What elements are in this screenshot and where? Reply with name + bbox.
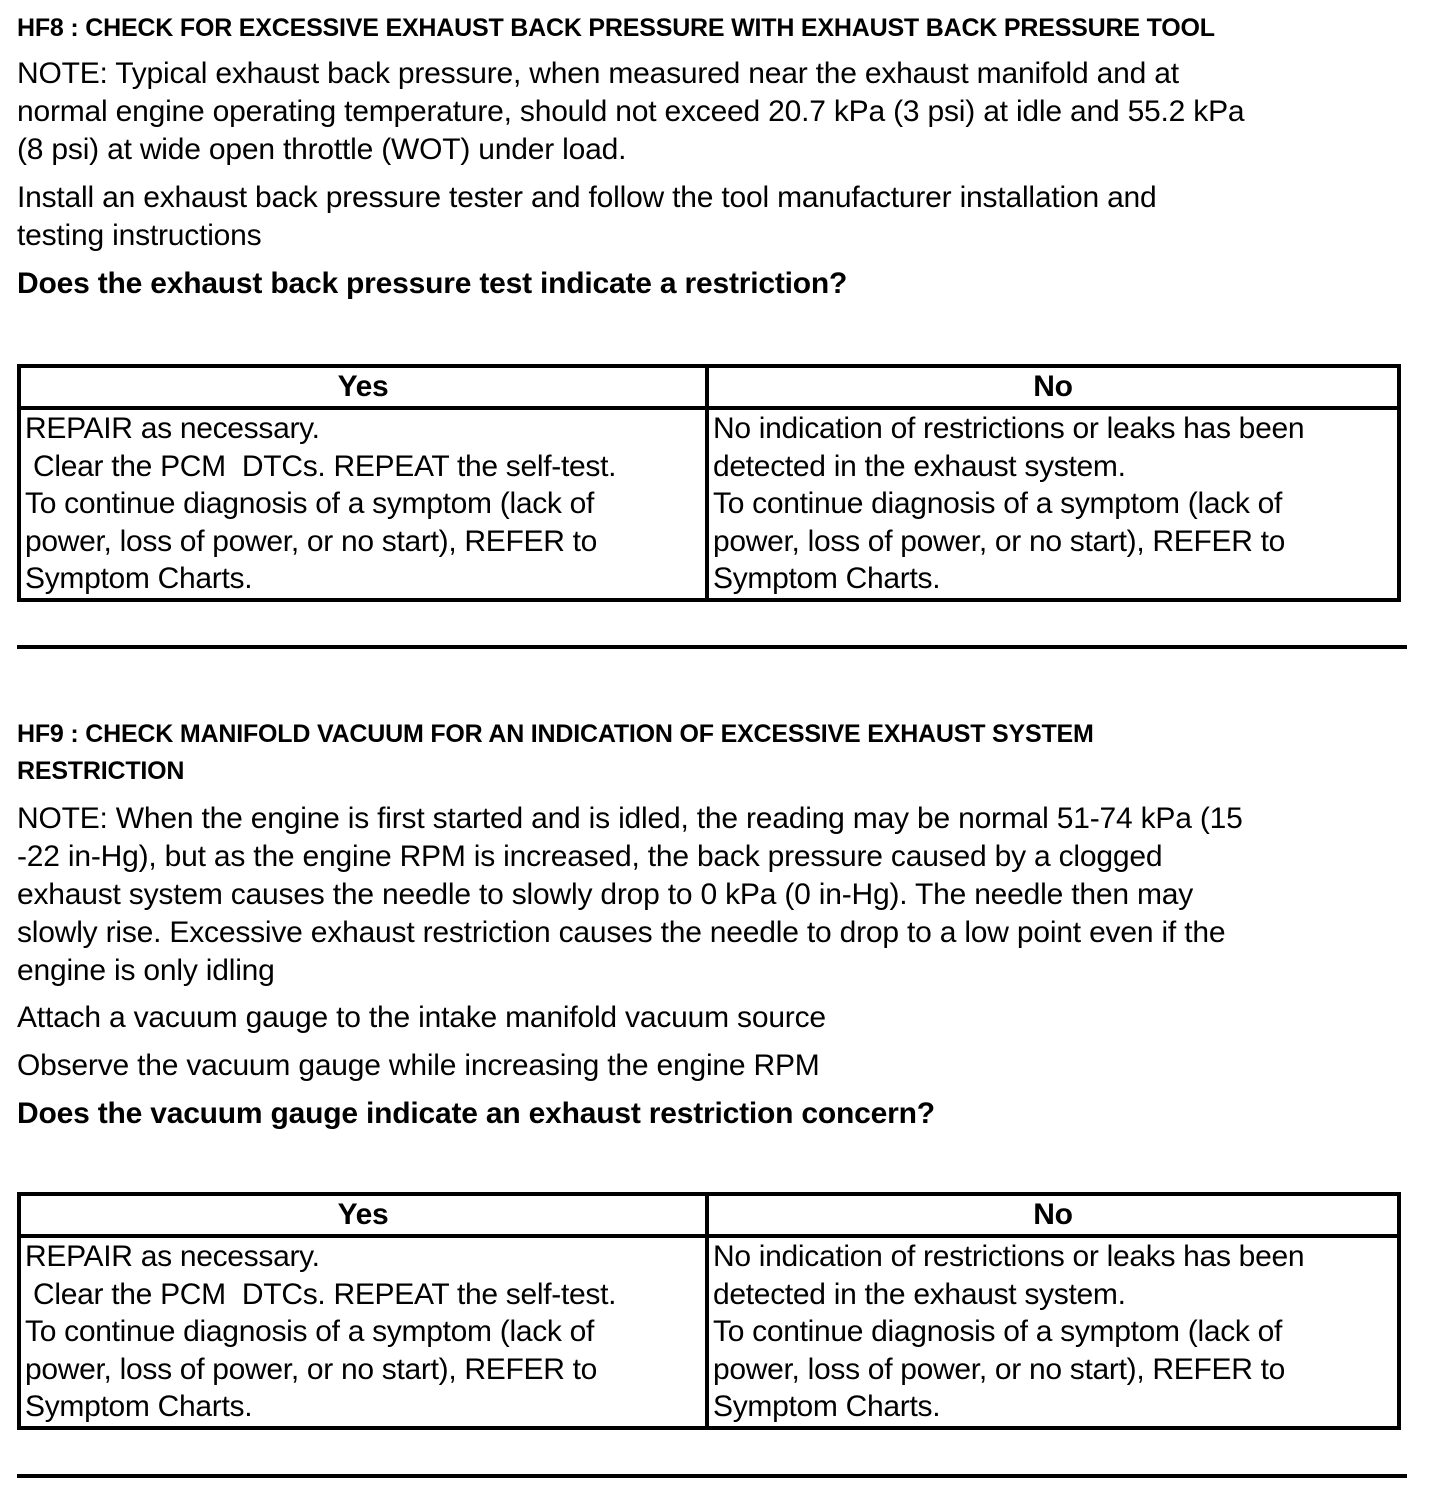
- text-line: (8 psi) at wide open throttle (WOT) under load.: [17, 133, 627, 166]
- text-line: power, loss of power, or no start), REFER to: [713, 1352, 1286, 1386]
- text-line: Attach a vacuum gauge to the intake manifold vacuum source: [17, 1001, 826, 1034]
- decision-table-hf8: [17, 364, 1401, 602]
- decision-table-hf9: [17, 1192, 1401, 1430]
- no-action-cell: [707, 1236, 1399, 1428]
- yes-header: Yes: [19, 366, 707, 408]
- table-row: [19, 1236, 1399, 1428]
- no-header: No: [707, 366, 1399, 408]
- section-divider: [17, 645, 1407, 649]
- text-line: Clear the PCM DTCs. REPEAT the self-test.: [25, 1277, 617, 1311]
- text-line: To continue diagnosis of a symptom (lack of: [713, 1315, 1283, 1348]
- note-paragraph: [17, 55, 1412, 169]
- step-hf9: [17, 716, 1412, 1133]
- text-line: Symptom Charts.: [713, 562, 941, 595]
- text-line: NOTE: When the engine is first started and is idled, the reading may be normal 51-74 kPa (15: [17, 802, 1243, 835]
- text-line: detected in the exhaust system.: [713, 1277, 1126, 1311]
- step-heading: [17, 10, 1412, 47]
- text-line: Symptom Charts.: [25, 562, 253, 595]
- text-line: normal engine operating temperature, should not exceed 20.7 kPa (3 psi) at idle and 55.2 kPa: [17, 95, 1245, 128]
- text-line: exhaust system causes the needle to slowly drop to 0 kPa (0 in-Hg). The needle then may: [17, 878, 1194, 911]
- no-header: No: [707, 1194, 1399, 1236]
- text-line: NOTE: Typical exhaust back pressure, when measured near the exhaust manifold and at: [17, 57, 1179, 90]
- text-line: Symptom Charts.: [25, 1390, 253, 1423]
- table-row: [19, 408, 1399, 600]
- text-line: power, loss of power, or no start), REFER to: [713, 524, 1286, 558]
- instruction-paragraph: [17, 1047, 1412, 1085]
- text-line: -22 in-Hg), but as the engine RPM is increased, the back pressure caused by a clogged: [17, 840, 1163, 873]
- text-line: engine is only idling: [17, 954, 275, 987]
- text-line: slowly rise. Excessive exhaust restriction causes the needle to drop to a low point even if the: [17, 916, 1226, 949]
- text-line: Observe the vacuum gauge while increasing the engine RPM: [17, 1049, 820, 1082]
- text-line: power, loss of power, or no start), REFER to: [25, 524, 598, 558]
- step-hf8: [17, 10, 1412, 303]
- yes-action-cell: [19, 408, 707, 600]
- step-heading-line: HF8 : CHECK FOR EXCESSIVE EXHAUST BACK PRESSURE WITH EXHAUST BACK PRESSURE TOOL: [17, 14, 1215, 42]
- text-line: No indication of restrictions or leaks has been: [713, 412, 1305, 445]
- note-paragraph: [17, 800, 1412, 990]
- text-line: Install an exhaust back pressure tester and follow the tool manufacturer installation and: [17, 181, 1157, 214]
- no-action-cell: [707, 408, 1399, 600]
- text-line: power, loss of power, or no start), REFER to: [25, 1352, 598, 1386]
- yes-header: Yes: [19, 1194, 707, 1236]
- text-line: To continue diagnosis of a symptom (lack of: [713, 487, 1283, 520]
- text-line: detected in the exhaust system.: [713, 449, 1126, 483]
- instruction-paragraph: [17, 179, 1412, 255]
- table-header-row: [19, 1194, 1399, 1236]
- text-line: Clear the PCM DTCs. REPEAT the self-test.: [25, 449, 617, 483]
- step-heading: [17, 716, 1412, 790]
- decision-question: Does the exhaust back pressure test indicate a restriction?: [17, 267, 848, 300]
- decision-question: Does the vacuum gauge indicate an exhaust restriction concern?: [17, 1097, 935, 1130]
- step-heading-line: HF9 : CHECK MANIFOLD VACUUM FOR AN INDICATION OF EXCESSIVE EXHAUST SYSTEM: [17, 720, 1094, 748]
- text-line: REPAIR as necessary.: [25, 412, 320, 445]
- text-line: REPAIR as necessary.: [25, 1240, 320, 1273]
- table-header-row: [19, 366, 1399, 408]
- text-line: To continue diagnosis of a symptom (lack of: [25, 1315, 595, 1348]
- section-divider: [17, 1474, 1407, 1478]
- text-line: To continue diagnosis of a symptom (lack of: [25, 487, 595, 520]
- yes-action-cell: [19, 1236, 707, 1428]
- text-line: No indication of restrictions or leaks has been: [713, 1240, 1305, 1273]
- step-heading-line: RESTRICTION: [17, 757, 185, 785]
- text-line: Symptom Charts.: [713, 1390, 941, 1423]
- text-line: testing instructions: [17, 219, 262, 252]
- instruction-paragraph: [17, 999, 1412, 1037]
